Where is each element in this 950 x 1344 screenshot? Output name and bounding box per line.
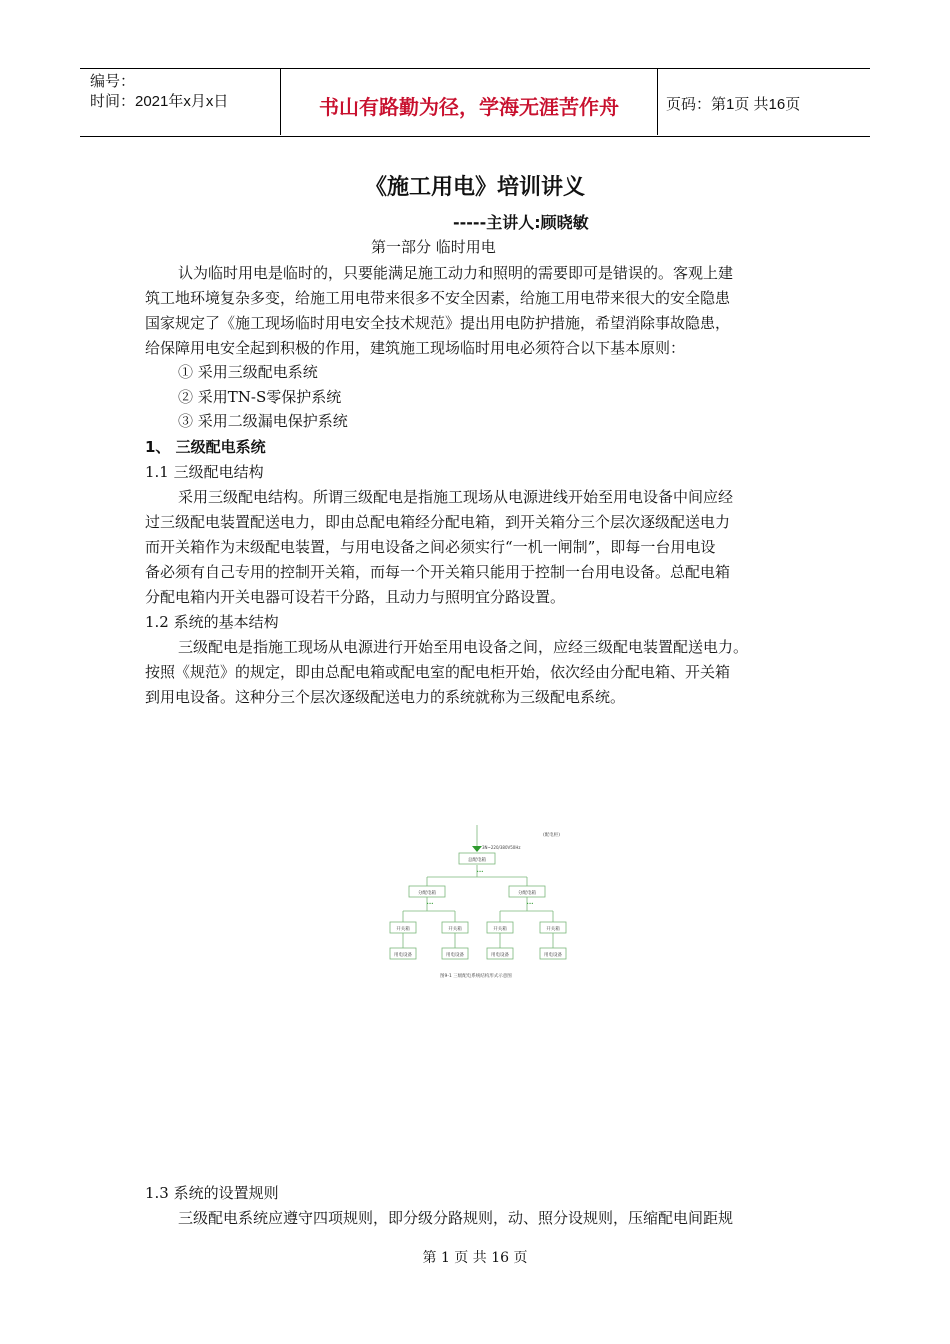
device-label: 用电设备 bbox=[544, 953, 562, 958]
subsection-1-1-heading: 1.1 三级配电结构 bbox=[145, 463, 264, 481]
intro-line: 国家规定了《施工现场临时用电安全技术规范》提出用电防护措施，希望消除事故隐患， bbox=[145, 314, 731, 332]
switch-box-label: 开关箱 bbox=[546, 927, 560, 932]
s11-line: 而开关箱作为末级配电装置，与用电设备之间必须实行“一机一闸制”，即每一台用电设 bbox=[145, 538, 716, 556]
s12-line: 到用电设备。这种分三个层次逐级配送电力的系统就称为三级配电系统。 bbox=[145, 688, 626, 706]
room-label: (配电柜) bbox=[543, 833, 561, 838]
supply-arrow-icon bbox=[472, 846, 482, 852]
s11-line: 分配电箱内开关电器可设若干分路，且动力与照明宜分路设置。 bbox=[145, 588, 566, 606]
s11-line: 采用三级配电结构。所谓三级配电是指施工现场从电源进线开始至用电设备中间应经 bbox=[178, 488, 734, 506]
s12-line: 按照《规范》的规定，即由总配电箱或配电室的配电柜开始，依次经由分配电箱、开关箱 bbox=[145, 663, 731, 681]
device-label: 用电设备 bbox=[394, 953, 412, 958]
subsection-1-2-heading: 1.2 系统的基本结构 bbox=[145, 613, 279, 631]
principle-item: ① 采用三级配电系统 bbox=[178, 363, 318, 381]
page-header bbox=[80, 68, 870, 137]
s13-line: 三级配电系统应遵守四项规则，即分级分路规则，动、照分设规则，压缩配电间距规 bbox=[178, 1209, 734, 1227]
document-title: 《施工用电》培训讲义 bbox=[364, 175, 585, 200]
switch-box-label: 开关箱 bbox=[493, 927, 507, 932]
intro-line: 筑工地环境复杂多变，给施工用电带来很多不安全因素，给施工用电带来很大的安全隐患 bbox=[145, 289, 731, 307]
dist-box-label: 分配电箱 bbox=[418, 891, 436, 896]
distribution-diagram bbox=[385, 825, 585, 985]
ellipsis: ••• bbox=[526, 901, 534, 906]
motto-text: 书山有路勤为径，学海无涯苦作舟 bbox=[319, 95, 619, 119]
page-info: 页码：第1页 共16页 bbox=[666, 96, 801, 113]
switch-box-label: 开关箱 bbox=[448, 927, 462, 932]
switch-box-label: 开关箱 bbox=[396, 927, 410, 932]
time-label: 时间：2021年x月x日 bbox=[90, 93, 229, 110]
header-left-cell bbox=[80, 69, 280, 136]
header-motto-cell bbox=[280, 69, 658, 135]
intro-line: 给保障用电安全起到积极的作用，建筑施工现场临时用电必须符合以下基本原则： bbox=[145, 339, 686, 357]
section-1-heading: 1、 三级配电系统 bbox=[145, 438, 266, 456]
page-footer: 第 1 页 共 16 页 bbox=[422, 1250, 528, 1266]
device-label: 用电设备 bbox=[446, 953, 464, 958]
s11-line: 过三级配电装置配送电力，即由总配电箱经分配电箱，到开关箱分三个层次逐级配送电力 bbox=[145, 513, 731, 531]
s12-line: 三级配电是指施工现场从电源进行开始至用电设备之间，应经三级配电装置配送电力。 bbox=[178, 638, 749, 656]
ellipsis: ••• bbox=[426, 901, 434, 906]
dist-box-label: 分配电箱 bbox=[518, 891, 536, 896]
intro-line: 认为临时用电是临时的，只要能满足施工动力和照明的需要即可是错误的。客观上建 bbox=[178, 264, 734, 282]
main-box-label: 总配电箱 bbox=[468, 858, 486, 863]
subsection-1-3-heading: 1.3 系统的设置规则 bbox=[145, 1184, 279, 1202]
ellipsis: ••• bbox=[476, 869, 484, 874]
speaker-line: -----主讲人:顾晓敏 bbox=[453, 213, 589, 232]
s11-line: 备必须有自己专用的控制开关箱，而每一个开关箱只能用于控制一台用电设备。总配电箱 bbox=[145, 563, 731, 581]
principle-item: ③ 采用二级漏电保护系统 bbox=[178, 412, 348, 430]
supply-label: 3N~220/380V50Hz bbox=[482, 845, 521, 850]
number-label: 编号： bbox=[90, 73, 136, 90]
part-heading: 第一部分 临时用电 bbox=[371, 238, 496, 256]
device-label: 用电设备 bbox=[491, 953, 509, 958]
principle-item: ② 采用TN-S零保护系统 bbox=[178, 388, 342, 406]
diagram-caption: 图9-1 三级配电系统结构形式示意图 bbox=[440, 974, 512, 979]
